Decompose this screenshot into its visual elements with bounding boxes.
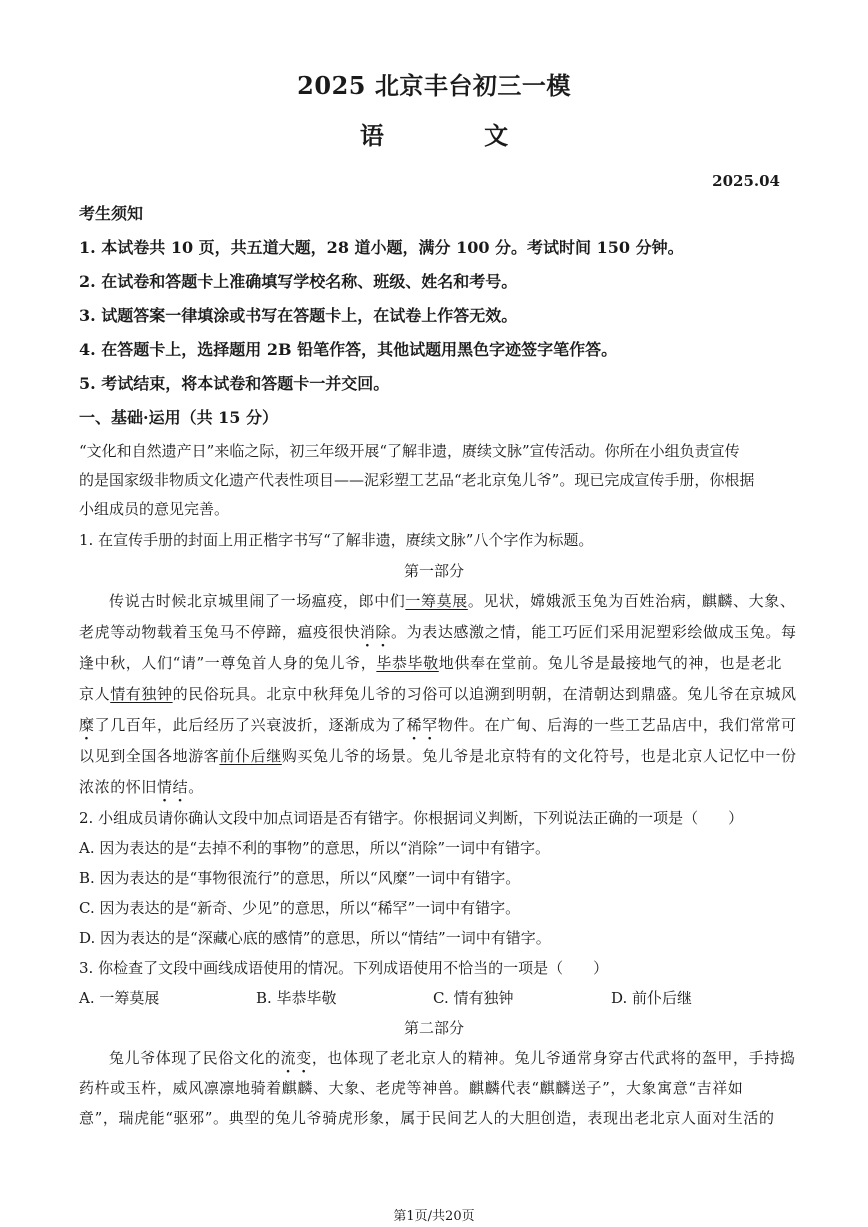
passage-line: 兔儿爷体现了民俗文化的流变，也体现了老北京人的精神。兔儿爷通常身穿古代武将的盔甲，手持捣 bbox=[109, 1049, 796, 1067]
section-heading: 一、基础·运用（共 15 分） bbox=[79, 408, 278, 427]
dotted-char: 稀 bbox=[406, 716, 423, 734]
question-3-option-b: B. 毕恭毕敬 bbox=[256, 989, 337, 1007]
passage-line: 药杵或玉杵，威风凛凛地骑着麒麟、大象、老虎等神兽。麒麟代表“麒麟送子”，大象寓意“吉祥如 bbox=[79, 1079, 744, 1097]
notice-item: 3. 试题答案一律填涂或书写在答题卡上，在试卷上作答无效。 bbox=[79, 306, 518, 325]
dotted-char: 除 bbox=[375, 623, 392, 641]
question-3-option-a: A. 一筹莫展 bbox=[79, 989, 160, 1007]
passage-line: 京人情有独钟的民俗玩具。北京中秋拜兔儿爷的习俗可以追溯到明朝，在清朝达到鼎盛。兔儿爷在京城风 bbox=[79, 685, 797, 703]
question-2-stem: 2. 小组成员请你确认文段中加点词语是否有错字。你根据词义判断，下列说法正确的一项是（ ） bbox=[79, 809, 744, 827]
dotted-char: 罕 bbox=[422, 716, 438, 734]
notice-item: 4. 在答题卡上，选择题用 2B 铅笔作答，其他试题用黑色字迹签字笔作答。 bbox=[79, 340, 618, 359]
passage-line: 浓浓的怀旧情结。 bbox=[79, 778, 204, 796]
dotted-char: 消 bbox=[359, 623, 376, 641]
page-number: 第1页/共20页 bbox=[393, 1209, 475, 1224]
question-1: 1. 在宣传手册的封面上用正楷字书写“了解非遗，赓续文脉”八个字作为标题。 bbox=[79, 531, 594, 549]
underlined-idiom: 毕恭毕敬 bbox=[376, 654, 439, 672]
exam-date: 2025.04 bbox=[712, 172, 780, 190]
passage-line: 逢中秋，人们“请”一尊兔首人身的兔儿爷，毕恭毕敬地供奉在堂前。兔儿爷是最接地气的神，也是老北 bbox=[79, 654, 782, 672]
question-2-option-b: B. 因为表达的是“事物很流行”的意思，所以“风糜”一词中有错字。 bbox=[79, 869, 521, 887]
intro-line: 小组成员的意见完善。 bbox=[79, 500, 230, 518]
dotted-char: 流 bbox=[280, 1049, 297, 1067]
question-2-option-c: C. 因为表达的是“新奇、少见”的意思，所以“稀罕”一词中有错字。 bbox=[79, 899, 521, 917]
passage-line: 以见到全国各地游客前仆后继购买兔儿爷的场景。兔儿爷是北京特有的文化符号，也是北京人记忆中一份 bbox=[79, 747, 797, 765]
question-3-option-c: C. 情有独钟 bbox=[433, 989, 514, 1007]
passage-line: 传说古时候北京城里闹了一场瘟疫，郎中们一筹莫展。见状，嫦娥派玉兔为百姓治病，麒麟、大象、 bbox=[109, 592, 796, 610]
part-title: 第二部分 bbox=[403, 1019, 464, 1037]
exam-title: 2025 北京丰台初三一模 bbox=[297, 71, 571, 100]
passage-line: 意”，瑞虎能“驱邪”。典型的兔儿爷骑虎形象，属于民间艺人的大胆创造，表现出老北京人面对生活的 bbox=[79, 1109, 775, 1127]
dotted-char: 结 bbox=[172, 778, 189, 796]
intro-line: “文化和自然遗产日”来临之际，初三年级开展“了解非遗，赓续文脉”宣传活动。你所在小组负责宣传 bbox=[79, 442, 740, 460]
notice-item: 1. 本试卷共 10 页，共五道大题，28 道小题，满分 100 分。考试时间 150 分钟。 bbox=[79, 238, 684, 257]
underlined-idiom: 一筹莫展 bbox=[405, 592, 468, 610]
question-2-option-a: A. 因为表达的是“去掉不利的事物”的意思，所以“消除”一词中有错字。 bbox=[79, 839, 551, 857]
question-3-stem: 3. 你检查了文段中画线成语使用的情况。下列成语使用不恰当的一项是（ ） bbox=[79, 959, 609, 977]
intro-line: 的是国家级非物质文化遗产代表性项目——泥彩塑工艺品“老北京兔儿爷”。现已完成宣传手册，你根据 bbox=[79, 471, 755, 489]
part-title: 第一部分 bbox=[403, 562, 464, 580]
notice-item: 5. 考试结束，将本试卷和答题卡一并交回。 bbox=[79, 374, 390, 393]
passage-line: 老虎等动物载着玉兔马不停蹄，瘟疫很快消除。为表达感激之情，能工巧匠们采用泥塑彩绘做成玉兔。每 bbox=[79, 623, 797, 641]
question-3-option-d: D. 前仆后继 bbox=[611, 989, 693, 1007]
dotted-char: 情 bbox=[157, 778, 173, 796]
question-2-option-d: D. 因为表达的是“深藏心底的感情”的意思，所以“情结”一词中有错字。 bbox=[79, 929, 551, 947]
passage-line: 糜了几百年，此后经历了兴衰波折，逐渐成为了稀罕物件。在广甸、后海的一些工艺品店中，我们常常可 bbox=[79, 716, 797, 734]
subject-title: 语 文 bbox=[359, 121, 555, 150]
underlined-idiom: 前仆后继 bbox=[219, 747, 282, 765]
notice-heading: 考生须知 bbox=[79, 204, 144, 223]
notice-item: 2. 在试卷和答题卡上准确填写学校名称、班级、姓名和考号。 bbox=[79, 272, 518, 291]
dotted-char: 变 bbox=[296, 1049, 312, 1067]
dotted-char: 糜 bbox=[79, 716, 95, 734]
underlined-idiom: 情有独钟 bbox=[110, 685, 173, 703]
